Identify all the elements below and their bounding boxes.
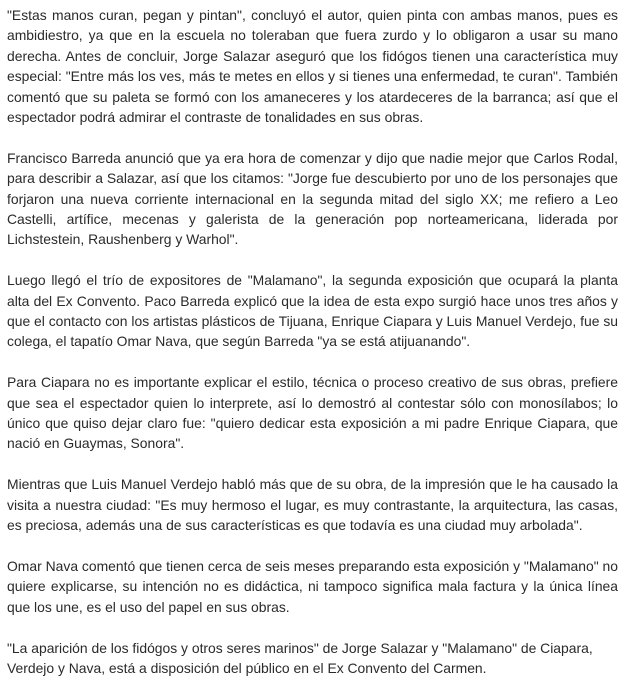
paragraph-ciapara: Para Ciapara no es importante explicar el estilo, técnica o proceso creativo de sus obras, prefiere que sea el espectador quien lo interprete, así lo demostró al contestar sólo con monosílabos; lo único que quiso dejar claro fue: "quiero dedicar esta exposición a mi padre Enrique Ciapara, que nació en Guaymas, Sonora". (7, 374, 618, 452)
paragraph-malamano-trio: Luego llegó el trío de expositores de "Malamano", la segunda exposición que ocupará la planta alta del Ex Convento. Paco Barreda explicó que la idea de esta expo surgió hace unos tres años y que el contacto con los artistas plásticos de Tijuana, Enrique Ciapara y Luis Manuel Verdejo, fue su colega, el tapatío Omar Nava, que según Barreda "ya se está atijuanando". (7, 272, 618, 350)
paragraph-nava: Omar Nava comentó que tienen cerca de seis meses preparando esta exposición y "Malamano" no quiere explicarse, su intención no es didáctica, ni tampoco significa mala factura y la única línea que los une, es el uso del papel en sus obras. (7, 557, 618, 615)
paragraph-salazar-hands: "Estas manos curan, pegan y pintan", concluyó el autor, quien pinta con ambas manos, pues es ambidiestro, ya que en la escuela no toleraban que fuera zurdo y lo obligaron a usar su mano derecha. Antes de concluir, Jorge Salazar aseguró que los fidógos tienen una característica muy especial: "Entre más los ves, más te metes en ellos y si tienes una enfermedad, te curan". También comentó que su paleta se formó con los amaneceres y los atardeceres de la barranca; así que el espectador podrá admirar el contraste de tonalidades en sus obras. (7, 7, 618, 126)
paragraph-verdejo: Mientras que Luis Manuel Verdejo habló más que de su obra, de la impresión que le ha causado la visita a nuestra ciudad: "Es muy hermoso el lugar, es muy contrastante, la arquitectura, las casas, es preciosa, además una de sus características es que todavía es una ciudad muy arbolada". (7, 476, 618, 534)
article-body (7, 5, 618, 678)
paragraph-closing: "La aparición de los fidógos y otros seres marinos" de Jorge Salazar y "Malamano" de Ciapara, Verdejo y Nava, está a disposición del público en el Ex Convento del Carmen. (7, 639, 593, 676)
paragraph-barreda-rodal: Francisco Barreda anunció que ya era hora de comenzar y dijo que nadie mejor que Carlos Rodal, para describir a Salazar, así que los citamos: "Jorge fue descubierto por uno de los personajes que forjaron una nueva corriente internacional en la segunda mitad del siglo XX; me refiero a Leo Castelli, artífice, mecenas y galerista de la generación pop norteamericana, liderada por Lichstestein, Raushenberg y Warhol". (7, 149, 618, 248)
